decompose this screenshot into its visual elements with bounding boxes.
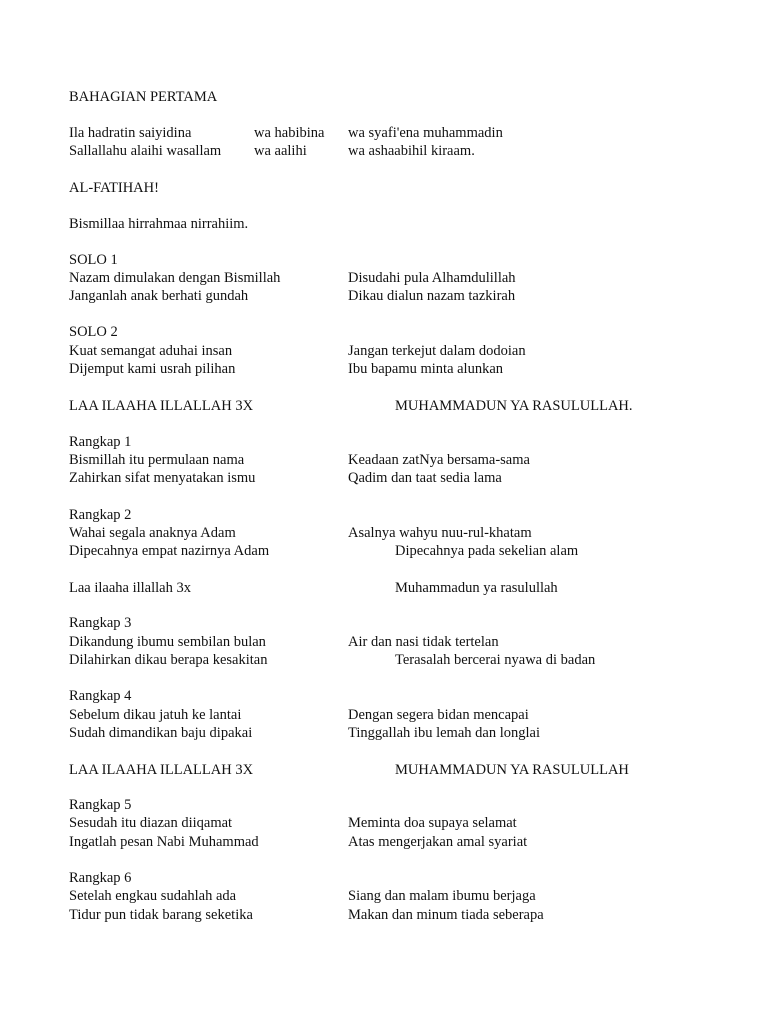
solo-1-line-2-left: Janganlah anak berhati gundah (69, 288, 249, 304)
solo-2-line-2-left: Dijemput kami usrah pilihan (69, 361, 236, 377)
rangkap-2-line-2 (0, 542, 768, 560)
chorus-1-right: MUHAMMADUN YA RASULULLAH. (395, 398, 633, 414)
solo-1-line-1-left: Nazam dimulakan dengan Bismillah (69, 270, 281, 286)
rangkap-2-title (0, 506, 768, 524)
rangkap-3-line-1 (0, 633, 768, 651)
rangkap-1-title (0, 433, 768, 451)
rangkap-3-title (0, 614, 768, 632)
rangkap-5-line-2-left: Ingatlah pesan Nabi Muhammad (69, 834, 259, 850)
fatihah-text: AL-FATIHAH! (69, 180, 159, 196)
solo-2-line-1-left: Kuat semangat aduhai insan (69, 343, 233, 359)
solo-1-line-2 (0, 287, 768, 305)
opening-line-2 (0, 142, 768, 160)
rangkap-1-line-1 (0, 451, 768, 469)
rangkap-4-line-2-right: Tinggallah ibu lemah dan longlai (348, 725, 540, 741)
section-heading (0, 88, 768, 106)
opening-1-col-2: wa habibina (254, 125, 325, 141)
rangkap-1-title-text: Rangkap 1 (69, 434, 132, 450)
rangkap-2-line-2-right: Dipecahnya pada sekelian alam (395, 543, 579, 559)
rangkap-3-line-1-left: Dikandung ibumu sembilan bulan (69, 634, 266, 650)
rangkap-6-title (0, 869, 768, 887)
rangkap-4-line-2-left: Sudah dimandikan baju dipakai (69, 725, 253, 741)
rangkap-4-line-1 (0, 706, 768, 724)
bismillah-text: Bismillaa hirrahmaa nirrahiim. (69, 216, 249, 232)
solo-2-line-1 (0, 342, 768, 360)
rangkap-5-line-2-right: Atas mengerjakan amal syariat (348, 834, 528, 850)
rangkap-5-title (0, 796, 768, 814)
opening-2-col-2: wa aalihi (254, 143, 307, 159)
solo-1-line-1-right: Disudahi pula Alhamdulillah (348, 270, 516, 286)
rangkap-4-line-1-right: Dengan segera bidan mencapai (348, 707, 529, 723)
rangkap-1-line-2 (0, 469, 768, 487)
rangkap-5-title-text: Rangkap 5 (69, 797, 132, 813)
rangkap-2-line-1-left: Wahai segala anaknya Adam (69, 525, 236, 541)
rangkap-1-line-1-left: Bismillah itu permulaan nama (69, 452, 245, 468)
rangkap-2-title-text: Rangkap 2 (69, 507, 132, 523)
opening-1-col-3: wa syafi'ena muhammadin (348, 125, 503, 141)
fatihah-line (0, 179, 768, 197)
solo-1-title-text: SOLO 1 (69, 252, 118, 268)
rangkap-5-line-1-left: Sesudah itu diazan diiqamat (69, 815, 233, 831)
chorus-line-2 (0, 579, 768, 597)
rangkap-6-title-text: Rangkap 6 (69, 870, 132, 886)
chorus-3-right: MUHAMMADUN YA RASULULLAH (395, 762, 629, 778)
solo-1-line-1 (0, 269, 768, 287)
rangkap-3-line-2-left: Dilahirkan dikau berapa kesakitan (69, 652, 268, 668)
rangkap-6-line-1-right: Siang dan malam ibumu berjaga (348, 888, 536, 904)
rangkap-2-line-1-right: Asalnya wahyu nuu-rul-khatam (348, 525, 532, 541)
solo-2-line-2-right: Ibu bapamu minta alunkan (348, 361, 504, 377)
solo-2-title (0, 323, 768, 341)
opening-1-col-1: Ila hadratin saiyidina (69, 125, 192, 141)
rangkap-4-title-text: Rangkap 4 (69, 688, 132, 704)
opening-line-1 (0, 124, 768, 142)
solo-2-line-2 (0, 360, 768, 378)
opening-2-col-3: wa ashaabihil kiraam. (348, 143, 475, 159)
rangkap-6-line-2-right: Makan dan minum tiada seberapa (348, 907, 544, 923)
rangkap-6-line-1 (0, 887, 768, 905)
rangkap-3-line-1-right: Air dan nasi tidak tertelan (348, 634, 499, 650)
solo-1-line-2-right: Dikau dialun nazam tazkirah (348, 288, 516, 304)
chorus-2-left: Laa ilaaha illallah 3x (69, 580, 191, 596)
chorus-3-left: LAA ILAAHA ILLALLAH 3X (69, 762, 254, 778)
opening-2-col-1: Sallallahu alaihi wasallam (69, 143, 222, 159)
rangkap-6-line-1-left: Setelah engkau sudahlah ada (69, 888, 237, 904)
rangkap-4-line-1-left: Sebelum dikau jatuh ke lantai (69, 707, 242, 723)
rangkap-5-line-1 (0, 814, 768, 832)
rangkap-6-line-2 (0, 906, 768, 924)
chorus-2-right: Muhammadun ya rasulullah (395, 580, 558, 596)
chorus-line-3 (0, 761, 768, 779)
rangkap-1-line-1-right: Keadaan zatNya bersama-sama (348, 452, 530, 468)
heading-text: BAHAGIAN PERTAMA (69, 89, 218, 105)
rangkap-4-line-2 (0, 724, 768, 742)
solo-1-title (0, 251, 768, 269)
rangkap-1-line-2-left: Zahirkan sifat menyatakan ismu (69, 470, 256, 486)
rangkap-2-line-2-left: Dipecahnya empat nazirnya Adam (69, 543, 270, 559)
rangkap-4-title (0, 687, 768, 705)
rangkap-1-line-2-right: Qadim dan taat sedia lama (348, 470, 502, 486)
rangkap-3-line-2-right: Terasalah bercerai nyawa di badan (395, 652, 596, 668)
chorus-1-left: LAA ILAAHA ILLALLAH 3X (69, 398, 254, 414)
rangkap-5-line-2 (0, 833, 768, 851)
chorus-line-1 (0, 397, 768, 415)
solo-2-title-text: SOLO 2 (69, 324, 118, 340)
rangkap-6-line-2-left: Tidur pun tidak barang seketika (69, 907, 253, 923)
bismillah-line (0, 215, 768, 233)
rangkap-2-line-1 (0, 524, 768, 542)
solo-2-line-1-right: Jangan terkejut dalam dodoian (348, 343, 526, 359)
rangkap-3-line-2 (0, 651, 768, 669)
rangkap-3-title-text: Rangkap 3 (69, 615, 132, 631)
rangkap-5-line-1-right: Meminta doa supaya selamat (348, 815, 517, 831)
